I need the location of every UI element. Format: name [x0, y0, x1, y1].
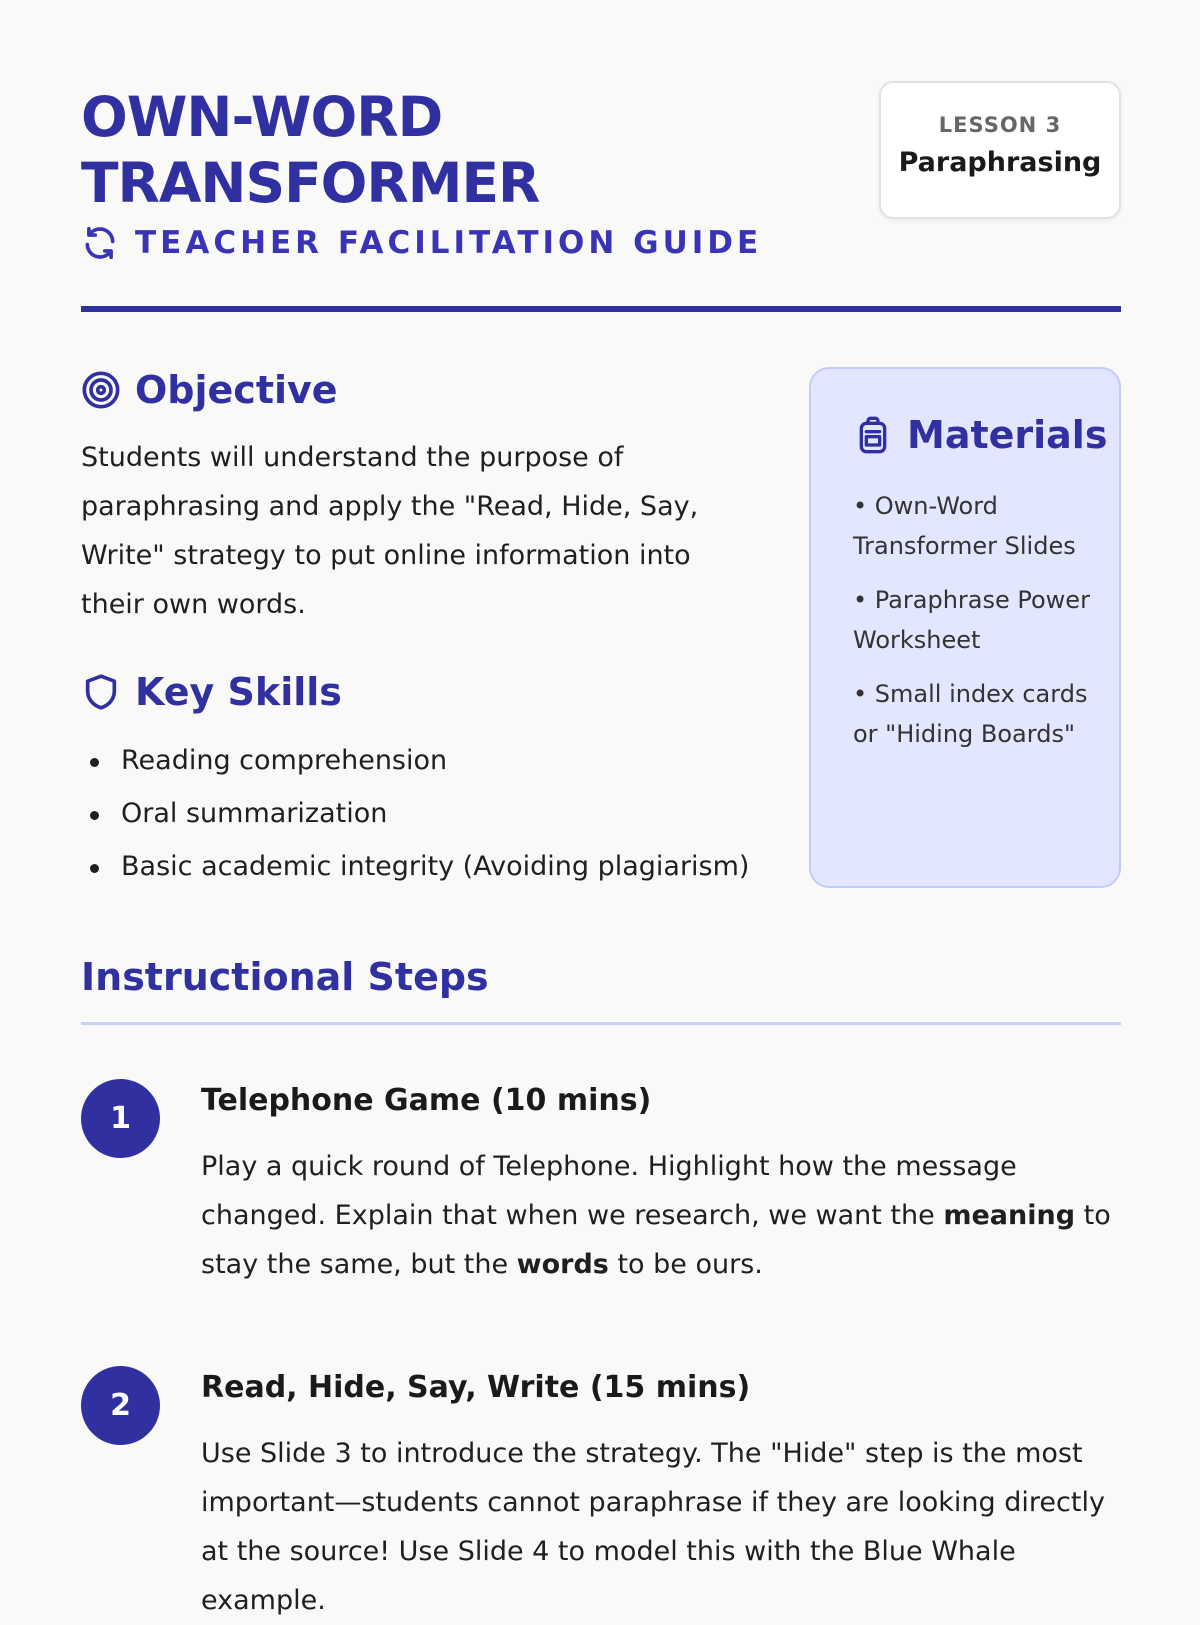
lesson-badge: [879, 81, 1121, 219]
objective-text: Students will understand the purpose of paraphrasing and apply the "Read, Hide, Say, Write" strategy to put online information into their own words.: [81, 442, 699, 620]
step-description: [201, 1142, 1121, 1289]
step-title: Read, Hide, Say, Write (15 mins): [201, 1370, 751, 1405]
step-text: to stay the same, but the: [201, 1200, 1111, 1280]
title-line-2: TRANSFORMER: [81, 151, 540, 215]
step-text: to be ours.: [608, 1249, 763, 1280]
list-item: Basic academic integrity (Avoiding plagiarism): [81, 840, 781, 893]
objective-heading-text: Objective: [135, 368, 338, 412]
key-skills-heading-text: Key Skills: [135, 670, 342, 714]
list-item: Reading comprehension: [81, 734, 781, 787]
lesson-topic: Paraphrasing: [898, 147, 1102, 178]
list-item: • Paraphrase Power Worksheet: [853, 586, 1090, 654]
steps-divider: [81, 1022, 1121, 1025]
page-title: [81, 84, 539, 216]
title-line-1: OWN-WORD: [81, 85, 443, 149]
refresh-icon: [81, 224, 119, 262]
step-number-badge: 1: [81, 1079, 160, 1158]
lesson-number: LESSON 3: [938, 113, 1062, 137]
list-item: • Small index cards or "Hiding Boards": [853, 680, 1088, 748]
step-title: Telephone Game (10 mins): [201, 1083, 652, 1118]
page-subtitle: [81, 222, 762, 264]
facilitation-guide-page: [81, 0, 1121, 1616]
instructional-steps-heading: Instructional Steps: [81, 955, 489, 999]
step-emphasis: words: [516, 1249, 609, 1280]
step-text: Play a quick round of Telephone. Highlight how the message changed. Explain that when we research, we want the: [201, 1151, 1017, 1231]
shield-icon: [81, 672, 121, 712]
header-divider: [81, 306, 1121, 312]
subtitle-text: TEACHER FACILITATION GUIDE: [135, 225, 763, 261]
list-item: Oral summarization: [81, 787, 781, 840]
materials-list: [853, 486, 1093, 768]
backpack-icon: [853, 415, 893, 455]
materials-panel: [809, 367, 1121, 888]
materials-heading-text: Materials: [907, 413, 1108, 457]
materials-heading: [853, 413, 1107, 457]
step-number-badge: 2: [81, 1366, 160, 1445]
list-item: • Own-Word Transformer Slides: [853, 492, 1076, 560]
step-description: Use Slide 3 to introduce the strategy. The "Hide" step is the most important—students cannot paraphrase if they are looking directly at the source! Use Slide 4 to model this with the Blue Whale example.: [201, 1438, 1105, 1616]
objective-heading: [81, 368, 338, 412]
key-skills-heading: [81, 670, 342, 714]
step-emphasis: meaning: [943, 1200, 1076, 1231]
target-icon: [81, 370, 121, 410]
key-skills-list: [81, 734, 781, 893]
